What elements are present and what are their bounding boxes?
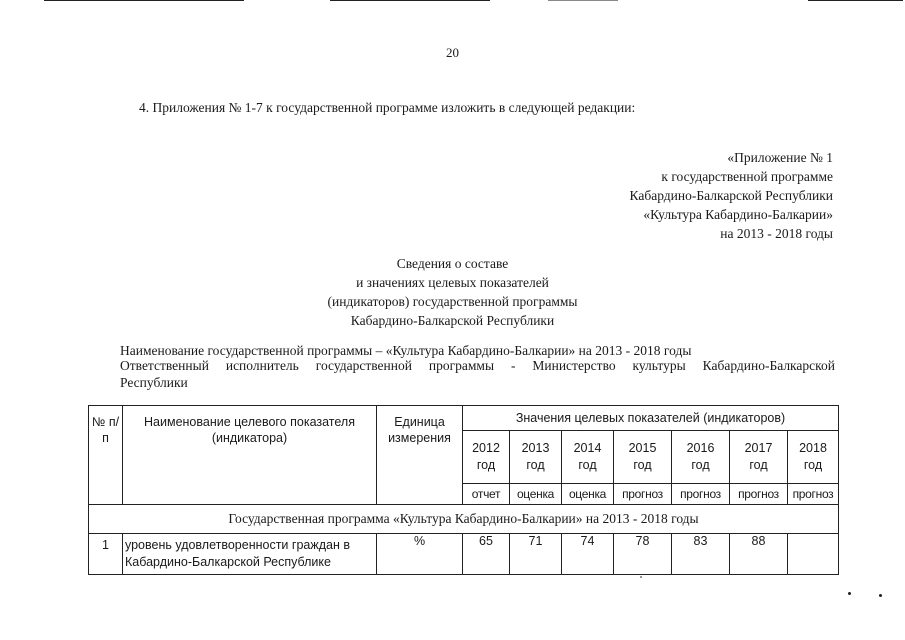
header-kind: отчет (463, 484, 510, 505)
scan-line (44, 0, 244, 1)
header-year: 2018 год (788, 431, 839, 484)
header-year: 2016 год (672, 431, 730, 484)
row-value: 74 (562, 534, 614, 575)
responsible-executor-cont: Республики (120, 375, 188, 390)
header-year: 2017 год (730, 431, 788, 484)
header-kind: оценка (510, 484, 562, 505)
header-num: № п/п (89, 406, 123, 505)
header-kind: прогноз (614, 484, 672, 505)
header-kind: прогноз (672, 484, 730, 505)
appendix-line: «Приложение № 1 (727, 150, 833, 165)
row-value: 78 (614, 534, 672, 575)
scan-line (548, 0, 618, 1)
scan-speck (879, 594, 882, 597)
header-kind: оценка (562, 484, 614, 505)
appendix-line: «Культура Кабардино-Балкарии» (643, 207, 833, 222)
header-year: 2012 год (463, 431, 510, 484)
header-year: 2014 год (562, 431, 614, 484)
row-value (788, 534, 839, 575)
title-line: Сведения о составе (396, 256, 509, 271)
program-name: Наименование государственной программы – «Культура Кабардино-Балкарии» на 2013 - 2018 годы (120, 343, 692, 358)
header-kind: прогноз (730, 484, 788, 505)
appendix-line: на 2013 - 2018 годы (720, 226, 833, 241)
header-unit: Единица измерения (377, 406, 463, 505)
title-line: и значениях целевых показателей (356, 275, 549, 290)
header-indicator-name: Наименование целевого показателя (индикатора) (123, 406, 377, 505)
appendix-line: к государственной программе (661, 169, 833, 184)
indicators-table (88, 405, 839, 575)
header-values: Значения целевых показателей (индикаторов) (463, 406, 839, 431)
row-value: 65 (463, 534, 510, 575)
title-line: (индикаторов) государственной программы (327, 294, 578, 309)
page-number: 20 (446, 45, 459, 60)
header-year: 2013 год (510, 431, 562, 484)
appendix-heading (630, 148, 833, 243)
row-value: 83 (672, 534, 730, 575)
section-title: Государственная программа «Культура Кабардино-Балкарии» на 2013 - 2018 годы (89, 505, 839, 534)
scan-speck (848, 592, 851, 595)
row-value: 71 (510, 534, 562, 575)
scan-line (330, 0, 490, 1)
title-line: Кабардино-Балкарской Республики (350, 313, 555, 328)
row-num: 1 (89, 534, 123, 575)
table-row (89, 534, 839, 575)
document-title (0, 254, 905, 330)
appendix-line: Кабардино-Балкарской Республики (629, 188, 833, 203)
header-kind: прогноз (788, 484, 839, 505)
row-indicator-name: уровень удовлетворенности граждан в Кабардино-Балкарской Республике (123, 534, 377, 575)
row-value: 88 (730, 534, 788, 575)
scan-speck (640, 576, 642, 578)
scan-line (808, 0, 903, 1)
responsible-executor: Ответственный исполнитель государственной программы - Министерство культуры Кабардино-Балкарской (120, 358, 835, 373)
intro-paragraph: 4. Приложения № 1-7 к государственной программе изложить в следующей редакции: (139, 100, 636, 115)
row-unit: % (377, 534, 463, 575)
header-year: 2015 год (614, 431, 672, 484)
